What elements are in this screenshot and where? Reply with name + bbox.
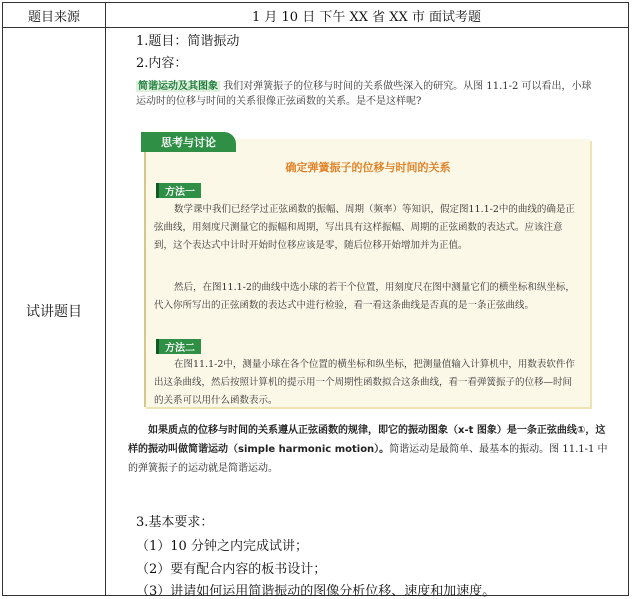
requirement-1: （1）10 分钟之内完成试讲； (136, 539, 308, 554)
item-requirements: 3.基本要求： (136, 515, 214, 530)
item-content: 2.内容： (136, 56, 188, 71)
left-label: 试讲题目 (3, 27, 106, 595)
think-discuss-tag: 思考与讨论 (141, 132, 236, 152)
definition-normal: 简谐运动是最简单、最基本的振动。图 11.1-1 中的弹簧振子的运动就是简谐运动。 (128, 444, 608, 474)
method2-paragraph: 在图11.1-2中，测量小球在各个位置的横坐标和纵坐标，把测量值输入计算机中，用数表软件作出这条曲线，然后按照计算机的提示用一个周期性函数拟合这条曲线，看一看弹簧振子的位移—时间的关系可以用什么函数表示。 (154, 359, 575, 406)
intro-paragraph (136, 79, 596, 109)
content-cell (106, 27, 628, 599)
method2-label: 方法二 (156, 339, 201, 354)
source-value: 1 月 10 日 下午 XX 省 XX 市 面试考题 (251, 9, 482, 25)
box-title: 确定弹簧振子的位移与时间的关系 (285, 161, 451, 174)
requirement-3: （3）讲请如何运用简谐振动的图像分析位移、速度和加速度。 (136, 584, 496, 599)
intro-text: 我们对弹簧振子的位移与时间的关系做些深入的研究。从图 11.1-2 可以看出，小球运动时的位移与时间的关系很像正弦函数的关系。是不是这样呢? (136, 81, 592, 107)
method1-paragraph-1: 数学课中我们已经学过正弦函数的振幅、周期（频率）等知识，假定图11.1-2中的曲线的确是正弦曲线，用刻度尺测量它的振幅和周期，写出具有这样振幅、周期的正弦函数的表达式。应该注意到，这个表达式中计时开始时位移应该是零，随后位移开始增加并为正值。 (154, 204, 575, 251)
method1-paragraph-2: 然后，在图11.1-2的曲线中选小球的若干个位置，用刻度尺在图中测量它们的横坐标和纵坐标，代入你所写出的正弦函数的表达式中进行检验，看一看这条曲线是否真的是一条正弦曲线。 (154, 282, 575, 311)
definition-bold: 如果质点的位移与时间的关系遵从正弦函数的规律，即它的振动图象（x-t 图象）是一条正弦曲线①，这样的振动叫做简谐运动（simple harmonic motion）。 (128, 425, 606, 455)
requirement-2: （2）要有配合内容的板书设计； (136, 562, 327, 577)
source-label: 题目来源 (3, 3, 106, 27)
intro-heading: 简谐运动及其图象 (138, 81, 218, 92)
exam-table (2, 2, 629, 599)
think-discuss-box (144, 139, 590, 407)
definition-paragraph (128, 421, 608, 478)
item-topic: 1.题目：简谐振动 (136, 34, 240, 49)
header-row (3, 3, 628, 28)
method1-label: 方法一 (156, 183, 201, 198)
content-row (3, 27, 628, 599)
